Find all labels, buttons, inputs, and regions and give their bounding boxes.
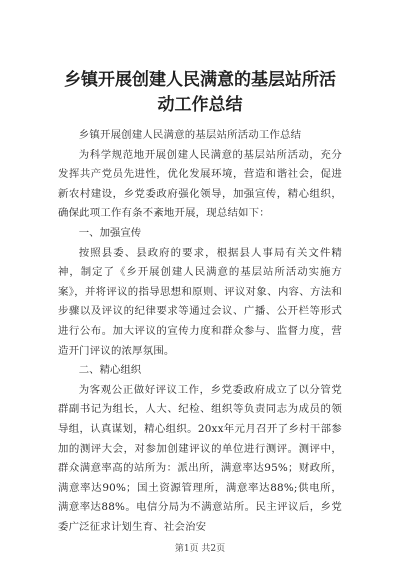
page-footer <box>0 541 400 554</box>
section-body-publicity: 按照县委、县政府的要求，根据县人事局有关文件精神，制定了《乡开展创建人民满意的基层站所活动实施方案》，并将评议的指导思想和原则、评议对象、内容、方法和步骤以及评议的纪律要求等通过会议、广播、公开栏等形式进行公布。加大评议的宣传力度和群众参与、监督力度，营造开门评议的浓厚氛围。 <box>58 246 342 357</box>
section-heading-organization: 二、精心组织 <box>78 364 142 377</box>
document-title: 乡镇开展创建人民满意的基层站所活动工作总结 <box>64 70 336 115</box>
intro-paragraph: 为科学规范地开展创建人民满意的基层站所活动，充分发挥共产党员先进性，优化发展环境，营造和谐社会，促进新农村建设，乡党委政府强化领导，加强宣传，精心组织，确保此项工作有条不紊地开展，现总结如下： <box>58 148 342 220</box>
document-subtitle: 乡镇开展创建人民满意的基层站所活动工作总结 <box>78 129 302 141</box>
section-heading-publicity: 一、加强宣传 <box>78 226 142 239</box>
page-number-label: 第1页 共2页 <box>174 544 226 554</box>
section-body-organization: 为客观公正做好评议工作，乡党委政府成立了以分管党群副书记为组长，人大、纪检、组织等负责同志为成员的领导组，认真谋划，精心组织。20xx年元月召开了乡村干部参加的测评大会，对参加创建评议的单位进行测评。测评中，群众满意率高的站所为：派出所，满意率达95%；财政所，满意率达90%；国土资源管理所，满意率达88%;供电所，满意率达88%。电信分局为不满意站所。民主评议后，乡党委广泛征求计划生育、社会治安 <box>58 383 342 533</box>
